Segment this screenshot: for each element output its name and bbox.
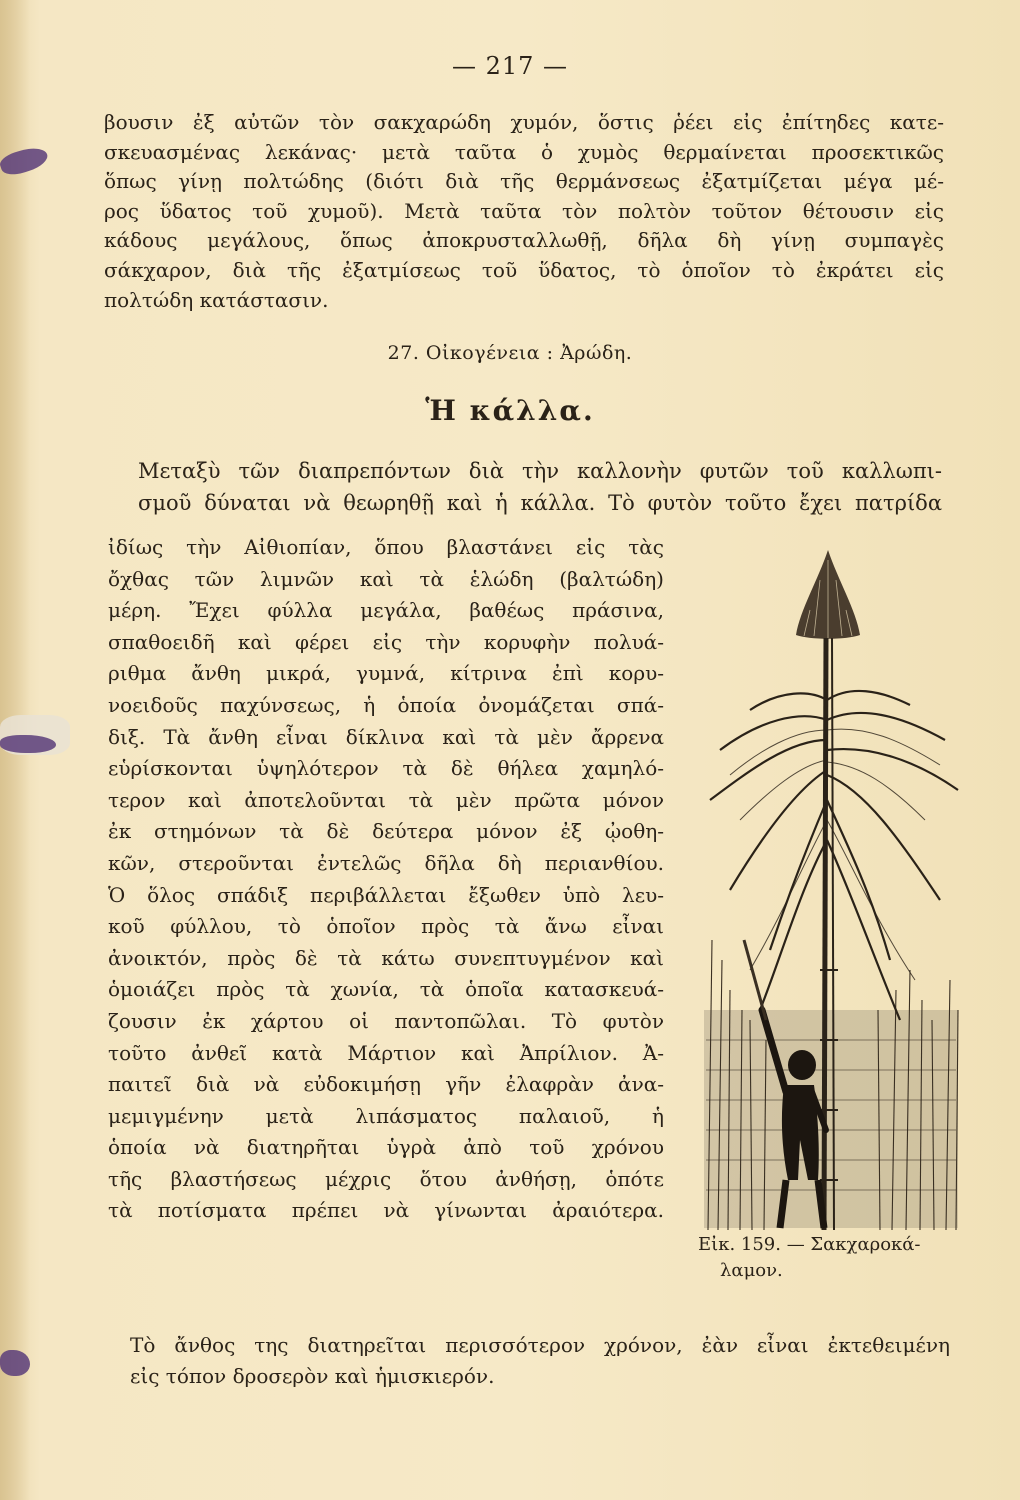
text-line: σάκχαρον, διὰ τῆς ἐξατμίσεως τοῦ ὕδατος, τὸ ὁποῖον τὸ ἐκράτει εἰς	[104, 257, 944, 282]
text-line: σκευασμένας λεκάνας· μετὰ ταῦτα ὁ χυμὸς θερμαίνεται προσεκτικῶς	[104, 139, 944, 164]
text-line: τὰ ποτίσματα πρέπει νὰ γίνωνται ἀραιότερα.	[108, 1198, 664, 1223]
paragraph-closing	[130, 1330, 950, 1392]
text-line: τοῦτο ἀνθεῖ κατὰ Μάρτιον καὶ Ἀπρίλιον. Ἀ-	[108, 1040, 664, 1065]
text-line: ἀνοικτόν, πρὸς δὲ τὰ κάτω συνεπτυγμένον καὶ	[108, 945, 664, 970]
text-line: πολτώδη κατάστασιν.	[104, 287, 329, 312]
page-number: — 217 —	[451, 52, 569, 80]
text-line: ὁποία νὰ διατηρῆται ὑγρὰ ἀπὸ τοῦ χρόνου	[108, 1135, 664, 1160]
text-line: νοειδοῦς παχύνσεως, ἡ ὁποία ὀνομάζεται σπά-	[108, 692, 664, 717]
text-line: Ὁ ὅλος σπάδιξ περιβάλλεται ἔξωθεν ὑπὸ λευ-	[108, 882, 664, 907]
text-line: παιτεῖ διὰ νὰ εὐδοκιμήσῃ γῆν ἐλαφρὰν ἀνα-	[108, 1072, 664, 1097]
binding-thread	[0, 1350, 30, 1376]
caption-line: λαμον.	[720, 1260, 783, 1281]
text-line: εὑρίσκονται ὑψηλότερον τὰ δὲ θήλεα χαμηλό-	[108, 756, 664, 781]
text-line: ριθμα ἄνθη μικρά, γυμνά, κίτρινα ἐπὶ κορυ-	[108, 661, 664, 686]
text-line: ρος ὕδατος τοῦ χυμοῦ). Μετὰ ταῦτα τὸν πολτὸν τοῦτον θέτουσιν εἰς	[104, 198, 944, 223]
text-line: τερον καὶ ἀποτελοῦνται τὰ μὲν πρῶτα μόνον	[108, 787, 664, 812]
figure-caption	[698, 1232, 968, 1284]
section-title: Ἡ κάλλα.	[425, 394, 595, 427]
text-line: ὄχθας τῶν λιμνῶν καὶ τὰ ἑλώδη (βαλτώδη)	[108, 566, 664, 591]
text-line: κῶν, στεροῦνται ἐντελῶς δῆλα δὴ περιανθίου.	[108, 850, 664, 875]
text-line: σπαθοειδῆ καὶ φέρει εἰς τὴν κορυφὴν πολυά-	[108, 629, 664, 654]
text-line: Τὸ ἄνθος της διατηρεῖται περισσότερον χρόνον, ἐὰν εἶναι ἐκτεθειμένη	[130, 1333, 950, 1357]
text-line: βουσιν ἐξ αὐτῶν τὸν σακχαρώδη χυμόν, ὅστις ῥέει εἰς ἐπίτηδες κατε-	[104, 110, 944, 134]
text-line: ὁμοιάζει πρὸς τὰ χωνία, τὰ ὁποῖα κατασκευά-	[108, 977, 664, 1002]
paragraph-calla-description	[108, 532, 664, 1227]
text-line: διξ. Τὰ ἄνθη εἶναι δίκλινα καὶ τὰ μὲν ἄρρενα	[108, 724, 664, 749]
paragraph-sugar-process	[104, 108, 944, 315]
text-line: ἐκ στημόνων τὰ δὲ δεύτερα μόνον ἐξ ᾠοθη-	[108, 819, 664, 844]
text-line: ζουσιν ἐκ χάρτου οἱ παντοπῶλαι. Τὸ φυτὸν	[108, 1008, 664, 1033]
text-line: τῆς βλαστήσεως μέχρις ὅτου ἀνθήσῃ, ὁπότε	[108, 1166, 664, 1191]
binding-thread	[0, 735, 56, 753]
sugarcane-illustration	[700, 540, 962, 1230]
text-line: μεμιγμένην μετὰ λιπάσματος παλαιοῦ, ἡ	[108, 1103, 664, 1128]
text-line: εἰς τόπον δροσερὸν καὶ ἡμισκιερόν.	[130, 1364, 495, 1388]
caption-line: Εἰκ. 159. — Σακχαροκά-	[698, 1234, 921, 1255]
text-line: σμοῦ δύναται νὰ θεωρηθῇ καὶ ἡ κάλλα. Τὸ φυτὸν τοῦτο ἔχει πατρίδα	[138, 491, 942, 515]
text-line: ἰδίως τὴν Αἰθιοπίαν, ὅπου βλαστάνει εἰς τὰς	[108, 535, 664, 559]
family-label: 27. Οἰκογένεια : Ἀρώδη.	[387, 342, 633, 364]
paragraph-intro	[138, 455, 942, 519]
text-line: μέρη. Ἔχει φύλλα μεγάλα, βαθέως πράσινα,	[108, 598, 664, 623]
text-line: ὅπως γίνῃ πολτώδης (διότι διὰ τῆς θερμάνσεως ἐξατμίζεται μέγα μέ-	[104, 169, 944, 194]
text-line: Μεταξὺ τῶν διαπρεπόντων διὰ τὴν καλλονὴν φυτῶν τοῦ καλλωπι-	[138, 459, 942, 483]
text-line: κάδους μεγάλους, ὅπως ἀποκρυσταλλωθῇ, δῆλα δὴ γίνῃ συμπαγὲς	[104, 228, 944, 253]
text-line: κοῦ φύλλου, τὸ ὁποῖον πρὸς τὰ ἄνω εἶναι	[108, 914, 664, 939]
